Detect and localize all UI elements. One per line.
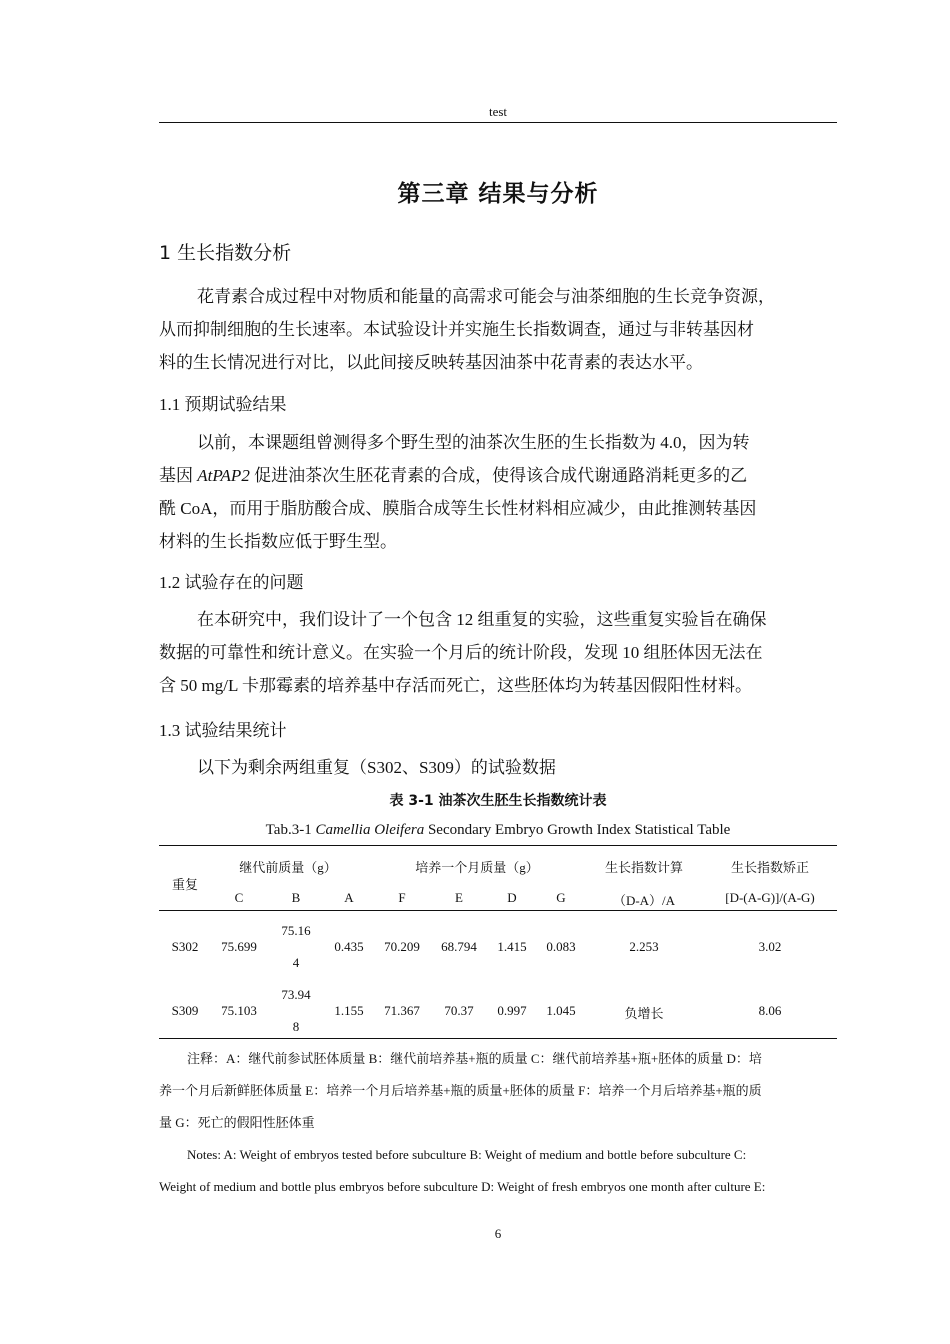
table-top-rule bbox=[159, 845, 837, 846]
text-line: 含 50 mg/L 卡那霉素的培养基中存活而死亡，这些胚体均为转基因假阳性材料。 bbox=[159, 676, 752, 695]
table-caption-cn: 表 3-1 油茶次生胚生长指数统计表 bbox=[389, 793, 607, 809]
note-line: 养一个月后新鲜胚体质量 E：培养一个月后培养基+瓶的质量+胚体的质量 F：培养一个月后培养基+瓶的质 bbox=[159, 1083, 762, 1098]
cell-rep: S309 bbox=[171, 1003, 199, 1018]
cell-B-wrap: 8 bbox=[292, 1019, 300, 1034]
table-notes-cn bbox=[159, 1043, 837, 1139]
cell-E: 70.37 bbox=[444, 1003, 474, 1018]
text-line: 以下为剩余两组重复（S302、S309）的试验数据 bbox=[197, 758, 556, 777]
note-line: Notes: A: Weight of embryos tested before subculture B: Weight of medium and bottle before subculture C: bbox=[187, 1147, 747, 1162]
text-line: 从而抑制细胞的生长速率。本试验设计并实施生长指数调查，通过与非转基因材 bbox=[159, 320, 754, 339]
issues-paragraph bbox=[159, 603, 837, 702]
subheader-A: A bbox=[344, 890, 354, 905]
note-line: 量 G：死亡的假阳性胚体重 bbox=[159, 1115, 315, 1130]
subheader-B: B bbox=[291, 890, 301, 905]
text-line: 以前，本课题组曾测得多个野生型的油茶次生胚的生长指数为 4.0，因为转 bbox=[197, 433, 750, 452]
cell-C: 75.103 bbox=[221, 1003, 257, 1018]
cell-A: 1.155 bbox=[334, 1003, 364, 1018]
subheading-statistics: 1.3 试验结果统计 bbox=[159, 721, 287, 740]
text-line: 花青素合成过程中对物质和能量的高需求可能会与油茶细胞的生长竞争资源， bbox=[197, 287, 775, 306]
cell-B: 75.16 bbox=[281, 923, 311, 938]
cell-D: 0.997 bbox=[497, 1003, 527, 1018]
cell-F: 70.209 bbox=[384, 939, 420, 954]
cell-A: 0.435 bbox=[334, 939, 364, 954]
table-header-rule bbox=[159, 910, 837, 911]
subheading-expected-results: 1.1 预期试验结果 bbox=[159, 395, 287, 414]
cell-calc: 负增长 bbox=[624, 1006, 664, 1021]
running-header: test bbox=[488, 104, 508, 119]
text-run: 促进油茶次生胚花青素的合成，使得该合成代谢通路消耗更多的乙 bbox=[249, 466, 748, 485]
chapter-title: 第三章 结果与分析 bbox=[397, 181, 599, 207]
cell-G: 0.083 bbox=[546, 939, 576, 954]
subheader-C: C bbox=[234, 890, 244, 905]
subheader-E: E bbox=[455, 890, 463, 905]
table-notes-en bbox=[159, 1139, 837, 1203]
note-line: 注释：A：继代前参试胚体质量 B：继代前培养基+瓶的质量 C：继代前培养基+瓶+胚体的质量 D：培 bbox=[187, 1051, 762, 1066]
text-line: 材料的生长指数应低于野生型。 bbox=[159, 532, 397, 551]
text-line: 料的生长情况进行对比，以此间接反映转基因油茶中花青素的表达水平。 bbox=[159, 353, 703, 372]
header-calc: 生长指数计算 bbox=[604, 860, 683, 875]
header-corr: 生长指数矫正 bbox=[730, 860, 809, 875]
header-before: 继代前质量（g） bbox=[239, 860, 337, 875]
cell-B: 73.94 bbox=[281, 987, 311, 1002]
cell-corr: 8.06 bbox=[758, 1003, 782, 1018]
subheader-calc: （D-A）/A bbox=[612, 893, 676, 908]
text-line: 酰 CoA，而用于脂肪酸合成、膜脂合成等生长性材料相应减少，由此推测转基因 bbox=[159, 499, 757, 518]
section-intro-paragraph bbox=[159, 280, 837, 379]
cell-calc: 2.253 bbox=[629, 939, 659, 954]
section-heading-growth-index: 1 生长指数分析 bbox=[159, 242, 292, 264]
cell-corr: 3.02 bbox=[758, 939, 782, 954]
cell-B-wrap: 4 bbox=[292, 955, 300, 970]
note-line: Weight of medium and bottle plus embryos before subculture D: Weight of fresh embryos one month after culture E: bbox=[159, 1179, 766, 1194]
header-after: 培养一个月质量（g） bbox=[415, 860, 539, 875]
subheader-G: G bbox=[556, 890, 566, 905]
subheading-issues: 1.2 试验存在的问题 bbox=[159, 573, 304, 592]
gene-name: AtPAP2 bbox=[197, 466, 250, 485]
cell-rep: S302 bbox=[171, 939, 199, 954]
caption-run: Tab.3-1 bbox=[265, 822, 316, 838]
statistics-intro bbox=[159, 751, 837, 784]
caption-run: Secondary Embryo Growth Index Statistical Table bbox=[424, 822, 731, 838]
cell-F: 71.367 bbox=[384, 1003, 420, 1018]
text-line bbox=[159, 459, 837, 492]
cell-C: 75.699 bbox=[221, 939, 257, 954]
page-number: 6 bbox=[494, 1226, 502, 1241]
expected-results-paragraph bbox=[159, 426, 837, 558]
text-line: 在本研究中，我们设计了一个包含 12 组重复的实验，这些重复实验旨在确保 bbox=[197, 610, 767, 629]
cell-G: 1.045 bbox=[546, 1003, 576, 1018]
subheader-D: D bbox=[507, 890, 517, 905]
cell-D: 1.415 bbox=[497, 939, 527, 954]
text-run: 基因 bbox=[159, 466, 198, 485]
header-rep: 重复 bbox=[171, 877, 198, 892]
species-name: Camellia Oleifera bbox=[315, 822, 425, 838]
table-bottom-rule bbox=[159, 1038, 837, 1039]
header-rule bbox=[159, 122, 837, 123]
cell-E: 68.794 bbox=[441, 939, 477, 954]
subheader-F: F bbox=[398, 890, 406, 905]
text-line: 数据的可靠性和统计意义。在实验一个月后的统计阶段，发现 10 组胚体因无法在 bbox=[159, 643, 763, 662]
subheader-corr: [D-(A-G)]/(A-G) bbox=[725, 890, 815, 905]
table-caption-en bbox=[159, 822, 837, 839]
